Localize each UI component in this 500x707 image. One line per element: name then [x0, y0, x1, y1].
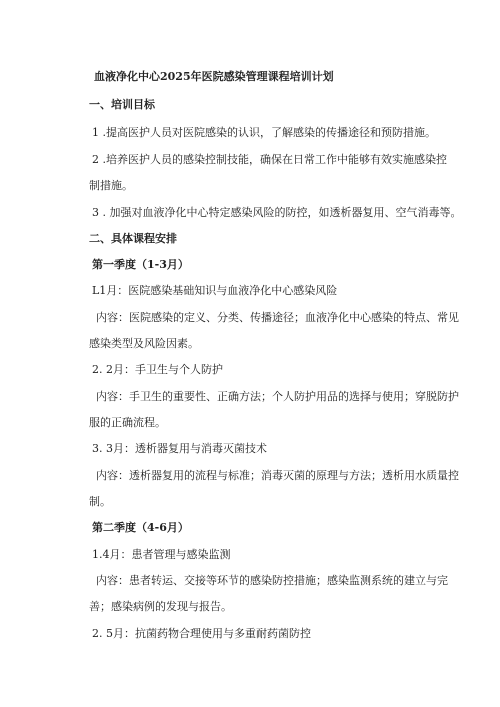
quarter-2-heading: 第二季度（4-6月） [92, 521, 189, 534]
month-2-title: 2. 2月：手卫生与个人防护 [92, 363, 223, 376]
month-5-title: 2. 5月：抗菌药物合理使用与多重耐药菌防控 [92, 627, 311, 640]
month-2-content-line-1: 内容：手卫生的重要性、正确方法；个人防护用品的选择与使用；穿脱防护 [96, 390, 459, 403]
month-4-title: 1.4月：患者管理与感染监测 [92, 548, 231, 561]
month-2-content-line-2: 服的正确流程。 [89, 416, 166, 429]
month-4-content-line-1: 内容：患者转运、交接等环节的感染防控措施；感染监测系统的建立与完 [96, 574, 448, 587]
goal-2-line-2: 制措施。 [89, 179, 133, 192]
goal-2-line-1: 2 .培养医护人员的感染控制技能，确保在日常工作中能够有效实施感染控 [92, 153, 447, 166]
month-1-title: L1月：医院感染基础知识与血液净化中心感染风险 [92, 284, 338, 297]
month-4-content-line-2: 善；感染病例的发现与报告。 [89, 600, 232, 613]
document-title: 血液净化中心2025年医院感染管理课程培训计划 [94, 70, 334, 83]
goal-3: 3 . 加强对血液净化中心特定感染风险的防控，如透析器复用、空气消毒等。 [92, 206, 462, 219]
section-heading-goals: 一、培训目标 [89, 98, 155, 111]
month-1-content-line-2: 感染类型及风险因素。 [89, 337, 199, 350]
month-3-content-line-1: 内容：透析器复用的流程与标准；消毒灭菌的原理与方法；透析用水质量控 [96, 469, 459, 482]
month-3-title: 3. 3月：透析器复用与消毒灭菌技术 [92, 442, 267, 455]
month-3-content-line-2: 制。 [89, 495, 111, 508]
goal-1: 1 .提高医护人员对医院感染的认识，了解感染的传播途径和预防措施。 [92, 126, 436, 139]
month-1-content-line-1: 内容：医院感染的定义、分类、传播途径；血液净化中心感染的特点、常见 [96, 311, 459, 324]
quarter-1-heading: 第一季度（1-3月） [92, 258, 189, 271]
section-heading-schedule: 二、具体课程安排 [89, 232, 177, 245]
